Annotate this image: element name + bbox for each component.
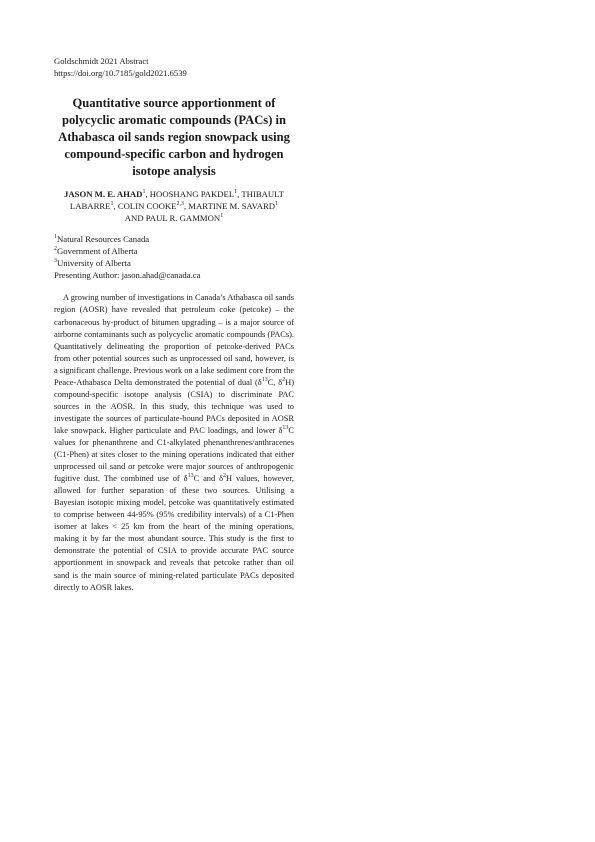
affil-text: Government of Alberta — [57, 245, 138, 256]
affil-text: Natural Resources Canada — [57, 233, 150, 244]
abstract-text: C values for phenanthrene and C1-alkylated phenanthrenes/anthracenes (C1-Phen) at sites closer to the mining operations indicated that either unprocessed oil sand or petcoke were major sources of anthropogenic fugitive dust. The combined use of δ — [54, 425, 294, 484]
author-affil-sup: 1 — [234, 189, 238, 196]
affiliation — [54, 257, 294, 269]
author-name: JASON M. E. AHAD — [64, 189, 143, 199]
affiliation — [54, 245, 294, 257]
affil-sup: 2 — [54, 245, 57, 252]
header — [54, 55, 187, 79]
author-affil-sup: 1 — [110, 201, 114, 208]
author-affil-sup: 1 — [275, 201, 279, 208]
affil-sup: 1 — [54, 233, 57, 240]
isotope-sup: 13 — [261, 376, 268, 383]
author-list — [54, 188, 294, 225]
abstract-paragraph — [54, 292, 294, 593]
author-name: COLIN COOKE — [117, 201, 177, 212]
author-sep: , — [145, 189, 150, 199]
author-name: HOOSHANG PAKDEL — [149, 189, 235, 199]
main-column — [54, 95, 294, 602]
isotope-sup: 13 — [282, 425, 289, 432]
abstract-text: H values, however, allowed for further separation of these two sources. Utilising a Bayesian isotopic mixing model, petcoke was quantitatively estimated to comprise between 44-95% (95% credibility intervals) of a C1-Phen isomer at lakes < 25 km from the heart of the mining operations, making it by far the most abundant source. This study is the first to demonstrate the potential of CSIA to provide accurate PAC source apportionment in snowpack and reveals that petcoke rather than oil sand is the main source of mining-related particulate PACs deposited directly to AOSR lakes. — [54, 474, 294, 592]
author-name: MARTINE M. SAVARD — [188, 201, 276, 212]
author-affil-sup: 1 — [220, 213, 224, 220]
affiliations — [54, 233, 294, 282]
author-sep: , — [113, 201, 118, 212]
affil-text: University of Alberta — [57, 258, 131, 269]
affiliation — [54, 233, 294, 245]
journal-name: Goldschmidt 2021 Abstract — [54, 56, 149, 66]
paper-title: Quantitative source apportionment of polycyclic aromatic compounds (PACs) in Athabasca oil sands region snowpack using compound-specific carbon and hydrogen isotope analysis — [58, 96, 290, 178]
isotope-sup: 2 — [282, 376, 286, 383]
abstract-text: H) compound-specific isotope analysis (CSIA) to discriminate PAC sources in the AOSR. In this study, this technique was used to investigate the sources of particulate-bound PACs deposited in AOSR lake snowpack. Higher particulate and PAC loadings, and lower δ — [54, 377, 294, 435]
author-name: AND PAUL R. GAMMON — [124, 213, 221, 224]
author-sep: , — [237, 189, 242, 199]
isotope-sup: 13 — [187, 473, 194, 480]
doi-link[interactable]: https://doi.org/10.7185/gold2021.6539 — [54, 68, 187, 78]
author-affil-sup: 2,3 — [176, 201, 184, 208]
abstract-text: C, δ — [267, 377, 283, 387]
abstract-text: A growing number of investigations in Canada’s Athabasca oil sands region (AOSR) have revealed that petroleum coke (petcoke) – the carbonaceous by-product of bitumen upgrading – is a major source of airborne contaminants such as polycyclic aromatic compounds (PACs). Quantitatively delineating the proportion of petcoke-derived PACs from other potential sources such as unprocessed oil sand, however, is a significant challenge. Previous work on a lake sediment core from the Peace-Athabasca Delta demonstrated the potential of dual (δ — [54, 293, 295, 387]
affil-sup: 3 — [54, 258, 57, 265]
abstract-text: C and δ — [193, 474, 224, 484]
author-sep: , — [183, 201, 189, 212]
isotope-sup: 2 — [223, 473, 227, 480]
author-name: THIBAULT LABARRE — [69, 189, 284, 212]
presenting-author: Presenting Author: jason.ahad@canada.ca — [54, 270, 201, 281]
author-affil-sup: 1 — [142, 189, 146, 196]
